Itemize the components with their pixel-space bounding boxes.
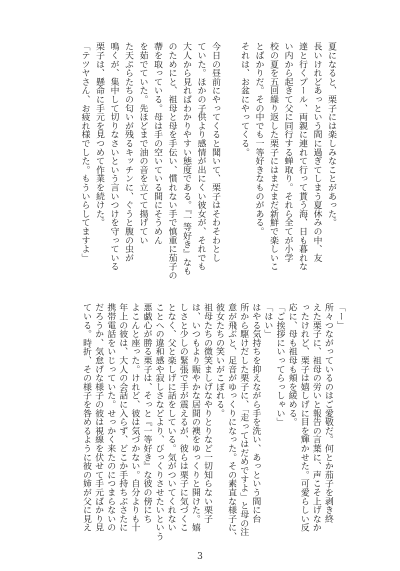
text-line: た天ぷらたちの匂いが残るキッチンに、ぐうと腹の虫が xyxy=(123,42,133,262)
text-line: 応に、母も祖母も頬を緩める。 xyxy=(286,303,297,427)
text-line: ている。時折、その様子を咎めるように彼の姉が父に見え xyxy=(81,303,92,532)
text-line: 彼女たちの笑いがこぼれる。 xyxy=(214,303,225,418)
upper-text-block xyxy=(77,42,338,292)
text-line: 大人から見ればわかりやすい態度である。『一等好き』なも xyxy=(181,42,191,276)
text-line: い内から起きて父に同行する蝉取り。それら全てが小学 xyxy=(282,42,293,262)
text-line: は、いつもより賑やかな居間の襖をゆっくりと開けた。嬉 xyxy=(189,303,200,532)
text-line: のためにと、祖母と母を手伝い、慣れない手で慎重に茄子の xyxy=(166,42,177,280)
page-number: 3 xyxy=(197,552,203,562)
text-line: それは、お盆にやってくる。 xyxy=(239,42,249,157)
text-line: えた栗子に、祖母の労いと報告の言葉に、声こそ上げなか xyxy=(310,303,321,532)
text-line: 夏になると、栗子には楽しみなことがあった。 xyxy=(326,42,336,227)
text-line: 「はい」 xyxy=(262,303,273,339)
text-line: ったけれど、栗子は嬉しげに目を輝かせた。可愛らしい反 xyxy=(298,303,309,532)
text-line: 栗子は、懸命に手元を見つめて作業を続けた。 xyxy=(94,42,104,227)
text-line: 所々つながっているのはご愛敬だ。何とか茄子を剥き終 xyxy=(322,303,333,523)
text-line: よこんと座った。けれど、彼は気づかない。自分よりも十 xyxy=(129,303,140,532)
text-line: 所から駆けだした栗子に、「走ってはだめですよ」と母の注 xyxy=(238,303,249,537)
paragraph-gap xyxy=(222,42,237,292)
lower-text-block xyxy=(80,303,346,547)
text-line: 長いけれどあっという間に過ぎてしまう夏休みの中、友 xyxy=(311,42,322,262)
text-line: 悪戯心が勝る栗子は、そっと『一等好き』な彼の傍にち xyxy=(141,303,152,523)
text-line: 鳴くが、集中して切りなさいという言いつけを守っている xyxy=(108,42,119,271)
text-line: しさと少しの緊張で手が震えるが、彼らは栗子に気づくこ xyxy=(177,303,188,532)
text-line: はやる気持ちを抑えながら手を洗い、あっという間に台 xyxy=(250,303,261,523)
text-line: 「ご挨拶にいってらっしゃい」 xyxy=(274,303,285,427)
text-line: を茹でていた。先ほどまで油の音を立てて揚げてい xyxy=(137,42,148,245)
text-line: 年上の彼は、大人の会話に入らず、どこか手持ちぶさたに xyxy=(117,303,128,532)
text-line: ことへの違和感や寂しさなどより、びっくりさせたいという xyxy=(153,303,164,541)
text-line: とばかりだ。その中でも一等好きなものがある。 xyxy=(253,42,264,236)
text-line: ていた。ほかの子供より感情が出にくい彼女が、それでも xyxy=(195,42,206,271)
text-line: 「テツヤさん、お疲れ様でした。もういらしてますよ」 xyxy=(79,42,90,262)
text-line: 今日の昼前にやってくると聞いて、栗子はそわそわとし xyxy=(210,42,220,262)
text-line: だろうか、気怠げな様子の彼は視線を伏せて手元ばかり見 xyxy=(93,303,104,532)
text-line: 校の夏を五回繰り返した栗子にはまだまだ新鮮で楽しいこ xyxy=(268,42,278,271)
text-line: となく、父と楽しげに話をしている。気がついてくれない xyxy=(165,303,176,532)
text-line: 達と行くプール、両親に連れて行って貰う海、日も暮れな xyxy=(297,42,307,271)
text-line: 携帯電話をいじっていた。せっかく来たのにつまらないの xyxy=(105,303,116,532)
text-line: 祖母たちの微笑ましげなやりとりなど一切知らない栗子 xyxy=(201,303,212,523)
text-line: 蔕を取っている。母は手の空いている間にそうめん xyxy=(152,42,162,245)
text-line: 意が飛ぶと、足音がゆっくりになった。その素直な様子に、 xyxy=(226,303,237,541)
text-line: 「ー」 xyxy=(335,303,345,330)
